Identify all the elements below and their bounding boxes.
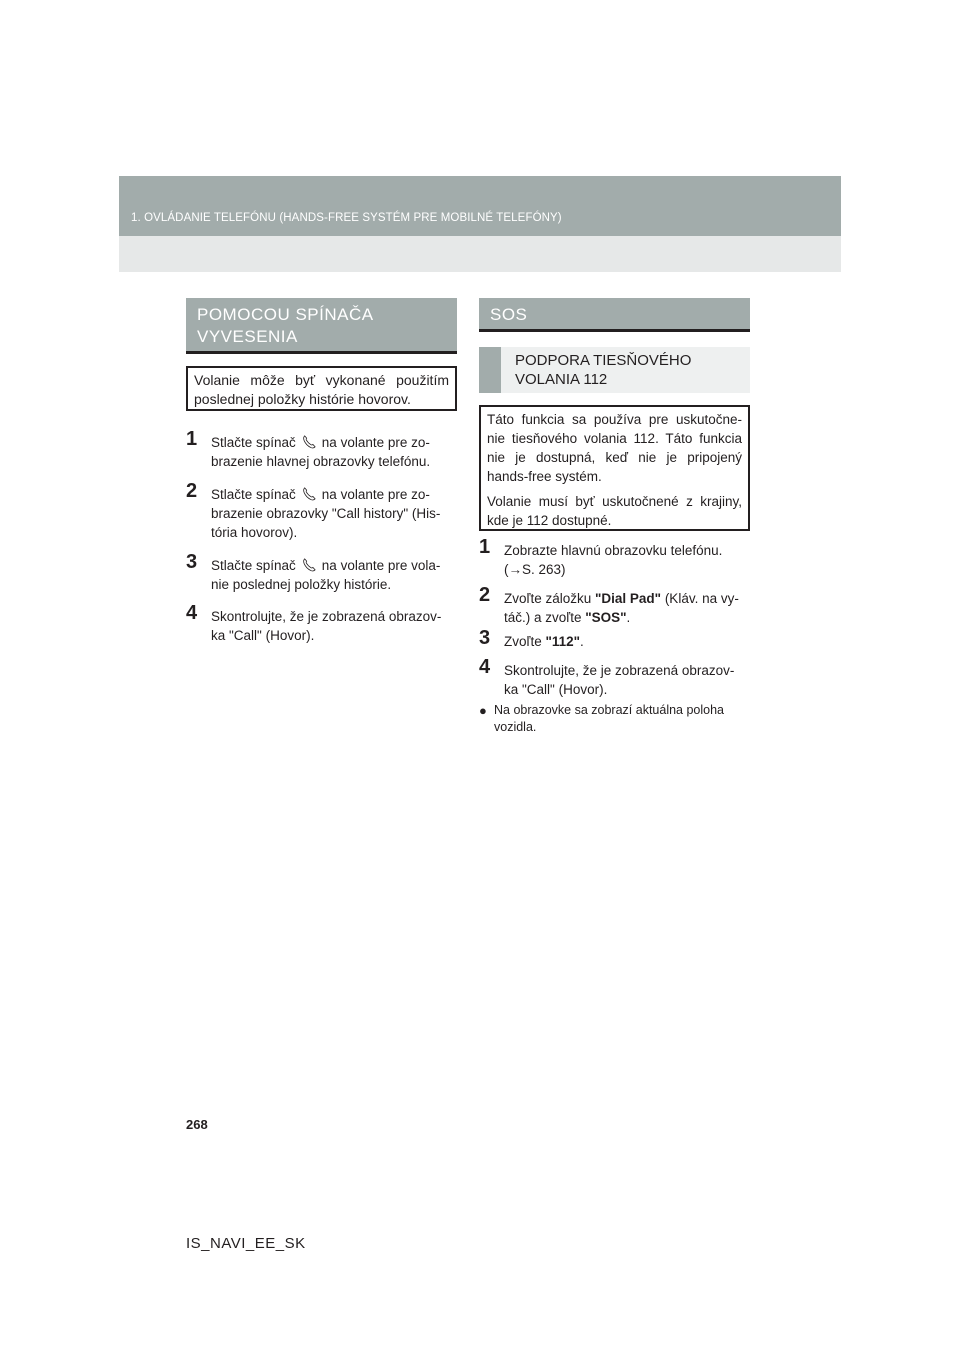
step-text: . bbox=[580, 634, 584, 649]
intro-line1: Volanie môže byť vykonané použitím bbox=[194, 372, 449, 388]
subsection-heading bbox=[479, 347, 750, 393]
dial-pad-tab-label: "Dial Pad" bbox=[594, 591, 662, 606]
step-number: 4 bbox=[479, 656, 491, 678]
step-text: Skontrolujte, že je zobrazená obrazov- bbox=[504, 663, 735, 678]
step-text: Zvoľte bbox=[504, 634, 546, 649]
step-number: 4 bbox=[186, 602, 198, 624]
intro-box bbox=[186, 366, 457, 411]
step-text: na volante pre zo- bbox=[321, 487, 430, 502]
step-text: táč.) a zvoľte bbox=[504, 610, 586, 625]
step-text: ka "Call" (Hovor). bbox=[504, 682, 608, 697]
info-line: nie je dostupná, keď nie je pripojený bbox=[487, 450, 742, 465]
phone-hook-icon bbox=[302, 558, 316, 572]
phone-hook-icon bbox=[302, 435, 316, 449]
step-text: ka "Call" (Hovor). bbox=[211, 628, 315, 643]
step-text: nie poslednej položky histórie. bbox=[211, 577, 392, 592]
step-number: 1 bbox=[479, 536, 491, 558]
bullet-dot: ● bbox=[479, 703, 487, 718]
section-heading-line1: POMOCOU SPÍNAČA bbox=[197, 305, 374, 324]
step-text: Stlačte spínač bbox=[211, 558, 296, 573]
subsection-heading-line1: PODPORA TIESŇOVÉHO bbox=[515, 352, 692, 369]
step-text: tória hovorov). bbox=[211, 525, 298, 540]
step-text: Skontrolujte, že je zobrazená obrazov- bbox=[211, 609, 442, 624]
header-band bbox=[119, 176, 841, 272]
intro-line2: poslednej položky histórie hovorov. bbox=[194, 391, 411, 407]
sos-button-label: "SOS" bbox=[585, 610, 627, 625]
info-line: nie tiesňového volania 112. Táto funkcia bbox=[487, 431, 742, 446]
step-text: . bbox=[626, 610, 631, 625]
step-text: Stlačte spínač bbox=[211, 487, 296, 502]
step-text: na volante pre zo- bbox=[321, 435, 430, 450]
phone-hook-icon bbox=[302, 487, 316, 501]
chapter-title: 1. OVLÁDANIE TELEFÓNU (HANDS-FREE SYSTÉM PRE MOBILNÉ TELEFÓNY) bbox=[131, 212, 562, 224]
info-line: Táto funkcia sa používa pre uskutočne- bbox=[487, 412, 742, 427]
header-bar bbox=[119, 176, 841, 236]
step-text: na volante pre vola- bbox=[321, 558, 441, 573]
section-heading-sos: SOS bbox=[490, 305, 528, 324]
step-number: 3 bbox=[186, 551, 198, 573]
info-line: Volanie musí byť uskutočnené z krajiny, bbox=[487, 494, 742, 509]
page-reference: (→S. 263) bbox=[504, 562, 566, 577]
note-text: Na obrazovke sa zobrazí aktuálna poloha bbox=[494, 703, 725, 717]
document-code: IS_NAVI_EE_SK bbox=[186, 1235, 306, 1252]
subsection-heading-bar bbox=[479, 347, 501, 393]
section-heading-left bbox=[186, 298, 457, 354]
step-text: brazenie hlavnej obrazovky telefónu. bbox=[211, 454, 431, 469]
step-number: 2 bbox=[479, 584, 491, 606]
info-box bbox=[479, 405, 750, 531]
subsection-heading-line2: VOLANIA 112 bbox=[515, 371, 608, 388]
emergency-number-label: "112" bbox=[545, 634, 581, 649]
step-text: Zobrazte hlavnú obrazovku telefónu. bbox=[504, 543, 723, 558]
info-line: kde je 112 dostupné. bbox=[487, 513, 612, 528]
step-text: Zvoľte záložku bbox=[504, 591, 595, 606]
note-text: vozidla. bbox=[494, 720, 537, 734]
step-number: 3 bbox=[479, 627, 491, 649]
step-text: brazenie obrazovky "Call history" (His- bbox=[211, 506, 441, 521]
page-number: 268 bbox=[186, 1117, 208, 1132]
info-line: hands-free systém. bbox=[487, 469, 602, 484]
step-number: 2 bbox=[186, 480, 198, 502]
step-text: Stlačte spínač bbox=[211, 435, 296, 450]
step-number: 1 bbox=[186, 428, 198, 450]
section-heading-line2: VYVESENIA bbox=[197, 327, 298, 346]
step-text: (Kláv. na vy- bbox=[661, 591, 739, 606]
section-heading-right bbox=[479, 298, 750, 332]
